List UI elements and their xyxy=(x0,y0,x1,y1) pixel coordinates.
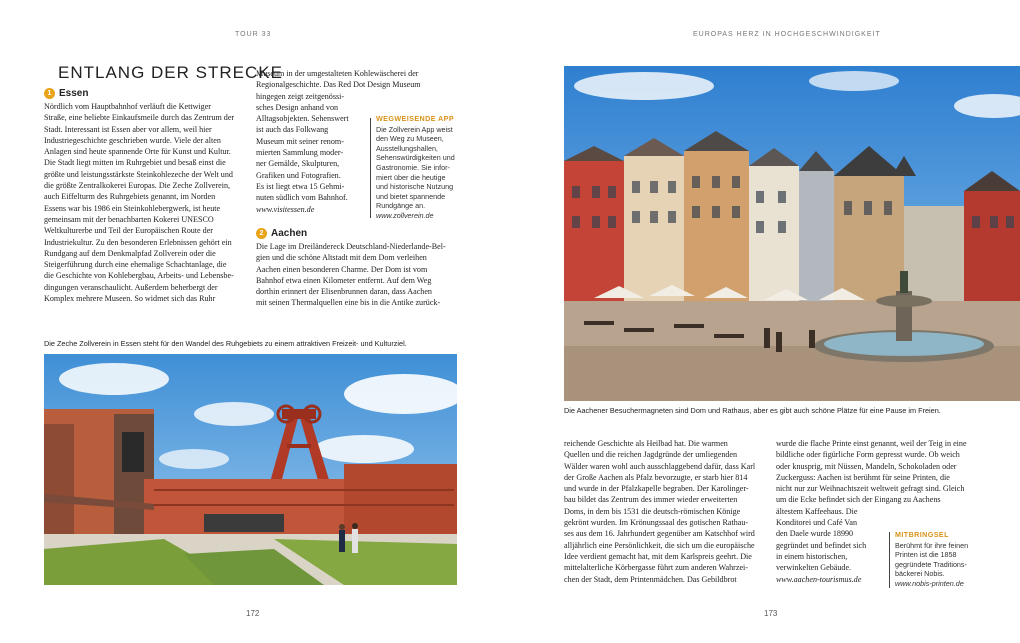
sidebar-line: den Weg zu Museen, xyxy=(376,134,444,144)
text-line: gien und die schöne Altstadt mit dem Dom verleihen xyxy=(256,253,427,263)
text-line: Idee verdient gemacht hat, mit dem Karlspreis geehrt. Die xyxy=(564,551,752,561)
caption-zollverein: Die Zeche Zollverein in Essen steht für den Wandel des Ruhgebiets zu einem attraktiven Freizeit- und Kulturziel. xyxy=(44,339,407,348)
text-line: Bahnhof etwa einen Kilometer entfernt. Auf dem Weg xyxy=(256,275,432,285)
text-line: bildliche oder figürliche Form gepresst wurde. Ob weich xyxy=(776,450,960,460)
text-line: Industriegeschichte geschrieben wurde. Viele der alten xyxy=(44,135,221,145)
text-line: die Geschichte von Kohlebergbau, Arbeits- und Lebensbe- xyxy=(44,271,234,281)
text-line: mierten Sammlung moder- xyxy=(256,148,344,158)
text-line: Die Lage im Dreiländereck Deutschland-Niederlande-Bel- xyxy=(256,242,446,251)
text-line: gemeinsam mit der benachbarten Kokerei UNESCO xyxy=(44,214,214,224)
text-line: dingungen veranschaulicht. Außerdem beherbergt der xyxy=(44,282,218,292)
sidebar-line: miert über die heutige xyxy=(376,172,446,182)
text-line: Quellen und die reichen Jagdgründe der umliegenden xyxy=(564,450,738,460)
aachen-illustration xyxy=(564,66,1020,401)
text-line: hingegen zeigt zeitgenössi- xyxy=(256,91,345,101)
essen-heading xyxy=(44,88,88,99)
aachen-photo xyxy=(564,66,1020,401)
sidebar-app-heading: WEGWEISENDE APP xyxy=(376,114,455,123)
zollverein-url-link[interactable]: www.zollverein.de xyxy=(376,210,434,220)
text-line: Essens war bis 1986 ein Steinkohlebergwerk, ist heute xyxy=(44,203,221,213)
text-line: mit seinen Thermalquellen eine bis in die Antike zurück- xyxy=(256,298,441,308)
nobis-url-link[interactable]: www.nobis-printen.de xyxy=(895,578,964,588)
text-line: sches Design anhand von xyxy=(256,102,339,112)
text-line: ist auch das Folkwang xyxy=(256,125,329,135)
text-line: reichende Geschichte als Heilbad hat. Die warmen xyxy=(564,439,728,448)
text-line: oder knusprig, mit Nüssen, Mandeln, Schokoladen oder xyxy=(776,461,957,471)
essen-url-link[interactable]: www.visitessen.de xyxy=(256,204,315,214)
sidebar-divider-2 xyxy=(889,532,890,588)
text-line: der Große Aachen als Pfalz bevorzugte, er starb hier 814 xyxy=(564,472,748,482)
sidebar-line: und historische Nutzung xyxy=(376,182,454,192)
text-line: verwinkelten Gebäude. xyxy=(776,563,852,573)
text-line: chen der Stadt, dem Printenmädchen. Das Gebildbrot xyxy=(564,574,737,584)
sidebar-divider xyxy=(370,118,371,218)
text-line: Museum mit seiner renom- xyxy=(256,136,344,146)
text-line: um die Ecke befindet sich der Eingang zu Aachens xyxy=(776,495,941,505)
page-number-right: 173 xyxy=(764,609,778,618)
text-line: Die Stadt liegt mitten im Ruhrgebiet und besaß einst die xyxy=(44,158,226,168)
sidebar-mitbringsel xyxy=(895,530,985,589)
text-line: die größte Zentralkokerei Europas. Die Zeche Zollverein, xyxy=(44,181,231,191)
aachen-tourismus-url-link[interactable]: www.aachen-tourismus.de xyxy=(776,574,862,584)
text-line: Doms, in dem bis 1531 die deutsch-römischen Könige xyxy=(564,506,741,516)
text-line: mittelalterliche Körbergasse führt zum anderen Wahrzei- xyxy=(564,563,749,573)
text-line: Grafiken und Fotografien. xyxy=(256,170,341,180)
text-line: wurde die flache Printe einst genannt, weil der Teig in eine xyxy=(776,439,967,448)
text-line: größte und leistungsstärkste Steinkohlezeche der Welt und xyxy=(44,169,233,179)
essen-text xyxy=(44,101,249,304)
text-line: alljährlich eine Persönlichkeit, die sich um die europäische xyxy=(564,540,755,550)
text-line: Aachen einen besonderen Charme. Der Dom ist vom xyxy=(256,264,428,274)
text-line: gekrönt wurden. Im Krönungssaal des gotischen Rathau- xyxy=(564,518,749,528)
text-line: auch Eiffelturm des Ruhrgebiets genannt, im Norden xyxy=(44,192,216,202)
text-line: den Daele wurde 18990 xyxy=(776,529,854,539)
aachen-heading xyxy=(256,228,307,239)
text-line: ältestem Kaffeehaus. Die xyxy=(776,506,858,516)
text-line: nuten südlich vom Bahnhof. xyxy=(256,193,348,203)
sidebar-line: bäckerei Nobis. xyxy=(895,569,945,579)
text-line: in einem historischen, xyxy=(776,551,848,561)
text-line: Stadt. Interessant ist Essen aber vor allem, weil hier xyxy=(44,124,212,134)
text-line: Weltkulturerbe und Teil der Europäischen Route der xyxy=(44,226,213,236)
running-head-left: TOUR 33 xyxy=(235,31,272,38)
essen-heading-text: Essen xyxy=(59,88,89,99)
text-line: Steigerführung durch eine ehemalige Schachtanlage, die xyxy=(44,260,227,270)
text-line: Rundgang auf dem Denkmalpfad Zollverein oder die xyxy=(44,248,216,258)
text-line: Konditorei und Café Van xyxy=(776,518,857,528)
aachen-heading-text: Aachen xyxy=(271,228,308,239)
sidebar-line: Sehenswürdigkeiten und xyxy=(376,153,455,163)
text-line: Es ist liegt etwa 15 Gehmi- xyxy=(256,181,345,191)
sidebar-line: Rundgänge an. xyxy=(376,201,426,211)
text-line: Komplex mehrere Museen. So widmet sich das Ruhr xyxy=(44,294,216,304)
text-line: Alltagsobjekten. Sehenswert xyxy=(256,114,349,124)
text-line: Regionalgeschichte. Das Red Dot Design Museum xyxy=(256,80,421,90)
section-title: ENTLANG DER STRECKE xyxy=(58,63,283,82)
text-line: ner Gemälde, Skulpturen, xyxy=(256,159,340,169)
text-line: Zuckerguss: Aachen ist berühmt für seine Printen, die xyxy=(776,472,950,482)
sidebar-line: Die Zollverein App weist xyxy=(376,124,453,134)
sidebar-line: gegründete Traditions- xyxy=(895,559,967,569)
text-line: Anlagen sind heute spannende Orte für Kunst und Kultur. xyxy=(44,147,231,157)
zollverein-photo xyxy=(44,354,457,585)
running-head-right: EUROPAS HERZ IN HOCHGESCHWINDIGKEIT xyxy=(693,31,881,38)
sidebar-line: Gastronomie. Sie infor- xyxy=(376,162,450,172)
sidebar-app xyxy=(376,114,462,221)
aachen-text-continued xyxy=(564,438,769,585)
text-line: Straße, eine beliebte Einkaufsmeile durch das Zentrum der xyxy=(44,113,235,123)
sidebar-line: Ausstellungshallen, xyxy=(376,143,438,153)
text-line: gegründet und befindet sich xyxy=(776,540,867,550)
sidebar-line: Printen ist die 1858 xyxy=(895,550,957,560)
text-line: nicht nur zur Weihnachtszeit weltweit gefragt sind. Gleich xyxy=(776,484,965,494)
number-badge-2: 2 xyxy=(256,228,267,239)
caption-aachen: Die Aachener Besuchermagneten sind Dom und Rathaus, aber es gibt auch schöne Plätze für eine Pause im Freien. xyxy=(564,406,941,415)
text-line: Industriekultur. Zu den besonderen Erlebnissen gehört ein xyxy=(44,237,232,247)
page-number-left: 172 xyxy=(246,609,260,618)
text-line: Museum in der umgestalteten Kohlewäscherei der xyxy=(256,69,419,78)
sidebar-mitbringsel-heading: MITBRINGSEL xyxy=(895,530,949,539)
aachen-text xyxy=(256,241,461,309)
sidebar-line: und bietet spannende xyxy=(376,191,446,201)
text-line: und wurde in der Pfalzkapelle begraben. Der Karolinger- xyxy=(564,484,749,494)
sidebar-line: Berühmt für ihre feinen xyxy=(895,540,969,550)
text-line: Wälder waren wohl auch ausschlaggebend dafür, dass Karl xyxy=(564,461,756,471)
text-line: dorthin erinnert der Elisenbrunnen daran, dass Aachen xyxy=(256,287,432,297)
zollverein-illustration xyxy=(44,354,457,585)
text-line: ses aus dem 16. Jahrhundert gegenüber am Katschhof wird xyxy=(564,529,755,539)
text-line: bau bildet das Zentrum des immer wieder erweiterten xyxy=(564,495,738,505)
text-line: Nördlich vom Hauptbahnhof verläuft die Kettwiger xyxy=(44,102,211,111)
number-badge-1: 1 xyxy=(44,88,55,99)
